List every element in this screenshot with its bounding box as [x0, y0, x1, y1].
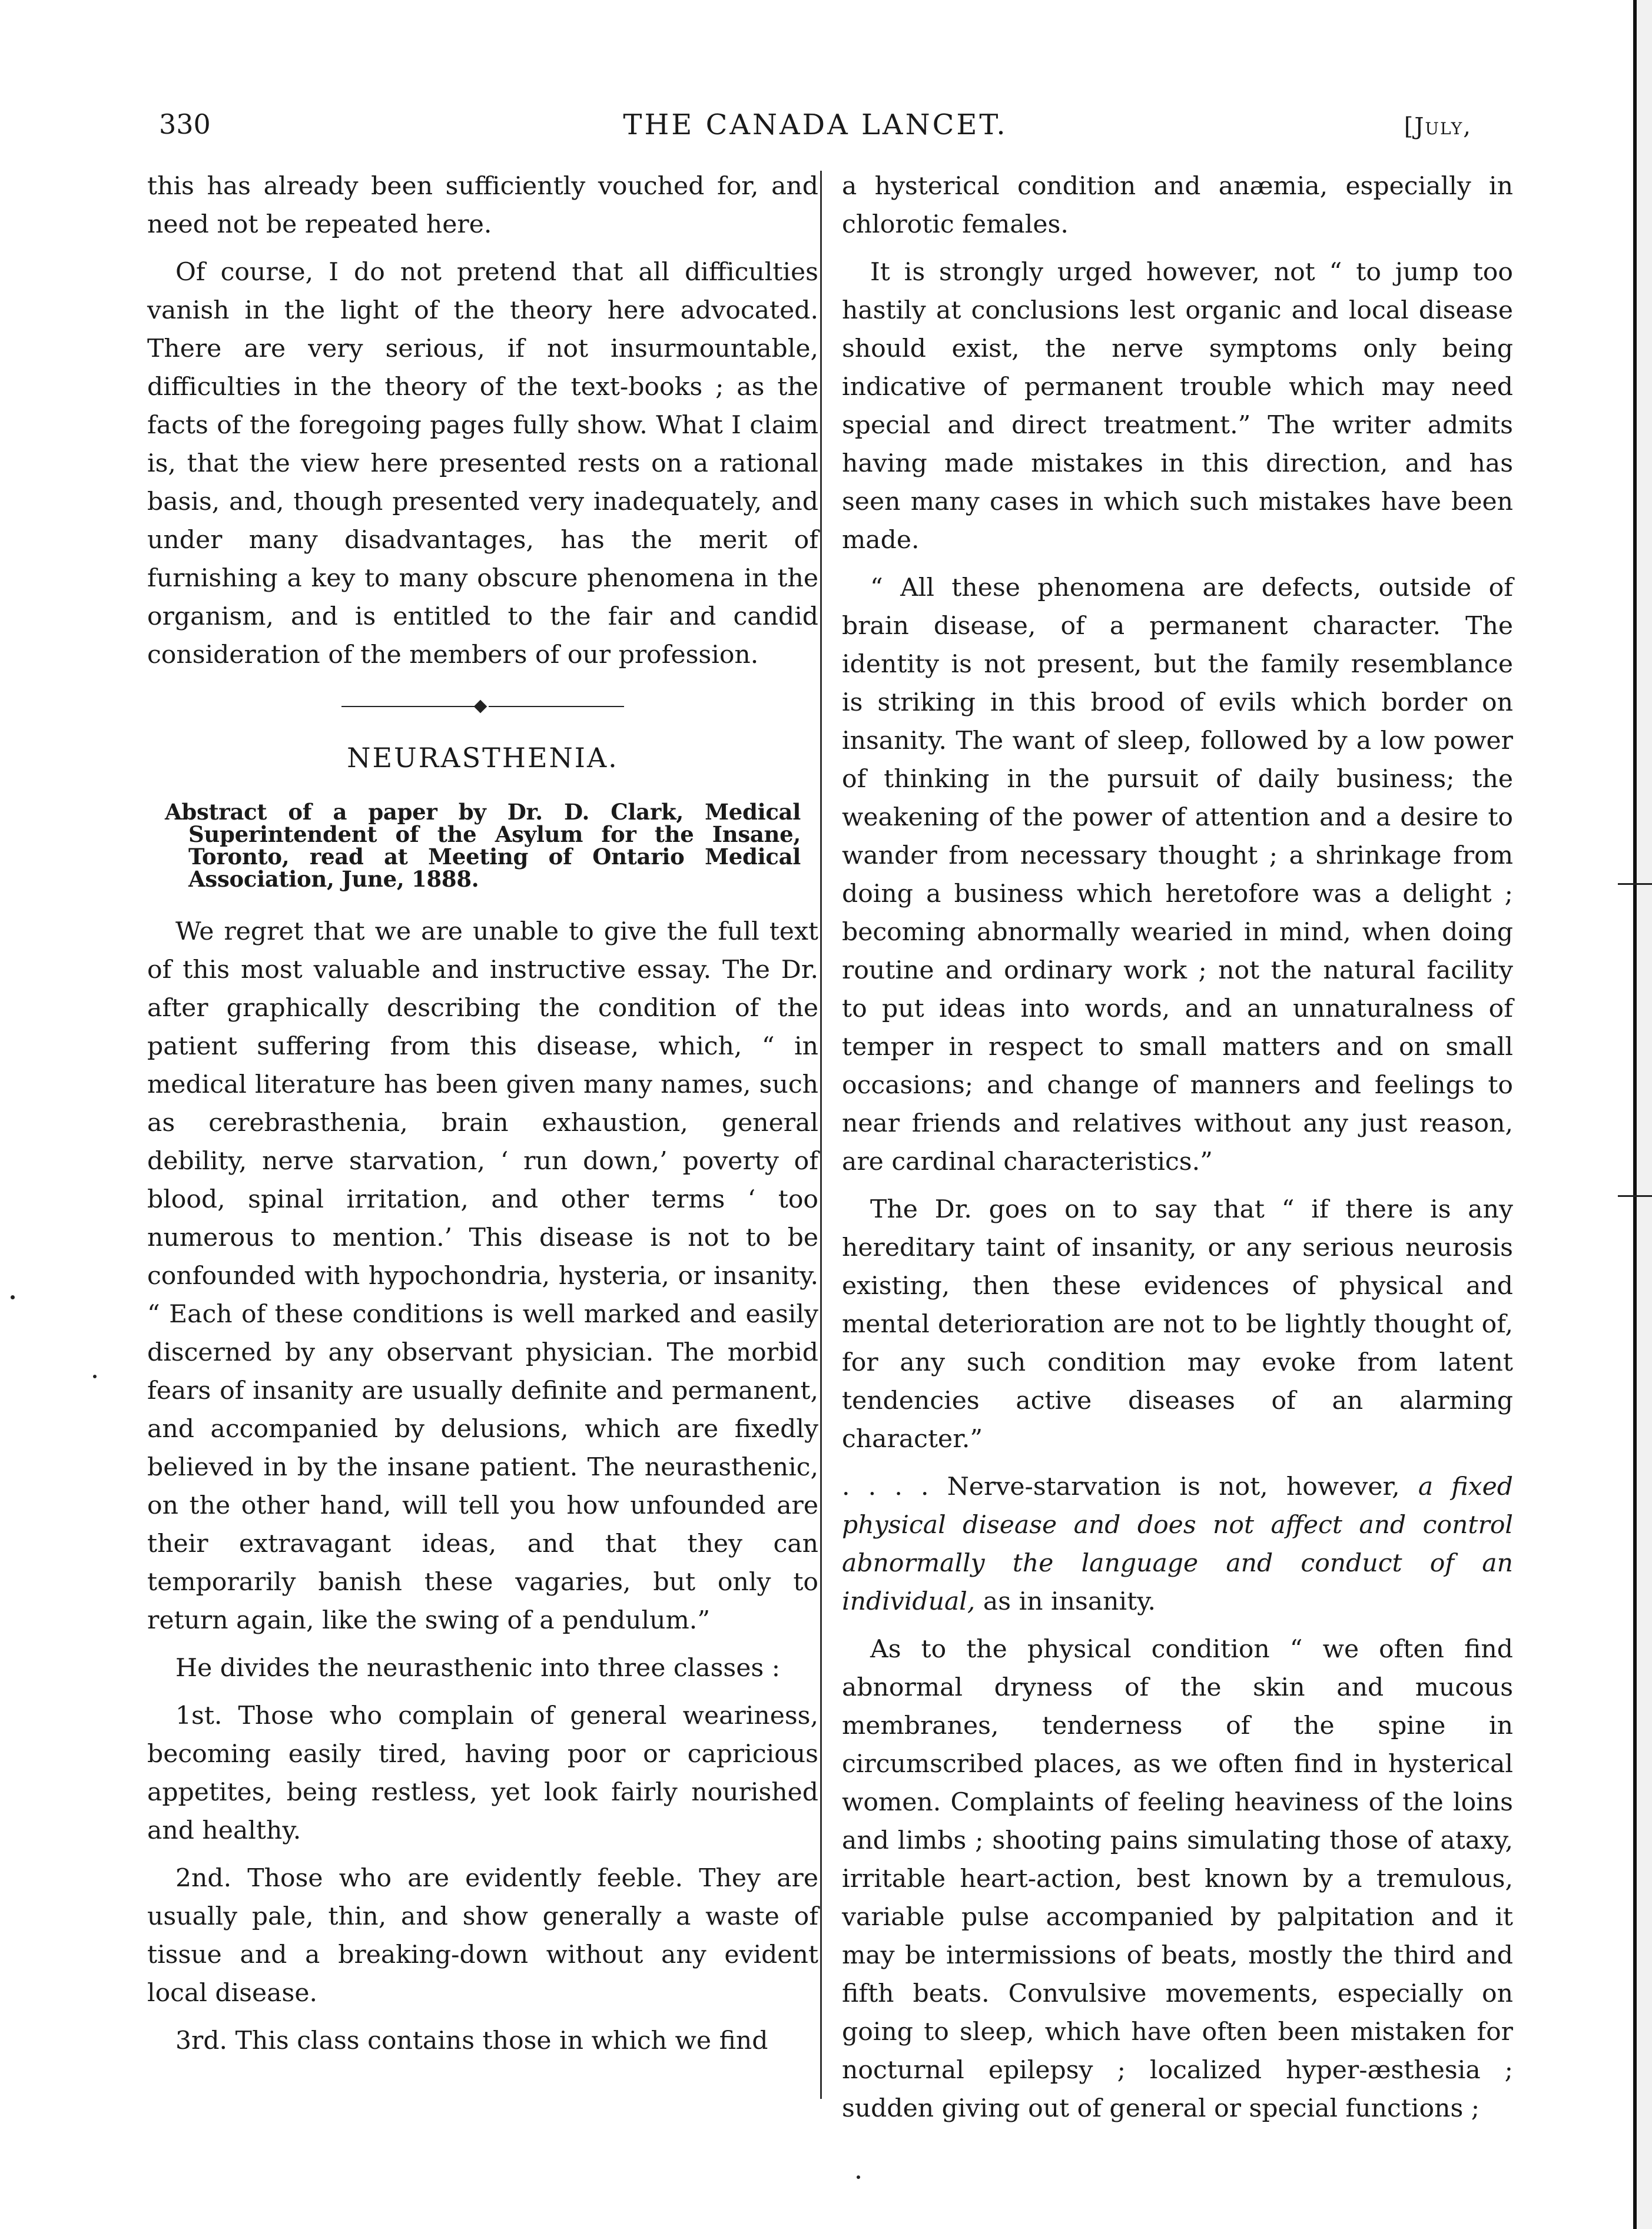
page-header: [159, 108, 1472, 155]
edge-mark: [1618, 1195, 1652, 1197]
paragraph-tail: as in insanity.: [983, 1587, 1156, 1616]
paragraph-lead: . . . . Nerve-starvation is not, however,: [842, 1472, 1400, 1501]
edge-mark: [1618, 883, 1652, 885]
paragraph: The Dr. goes on to say that “ if there is any hereditary taint of insanity, or any serious neurosis existing, then these evidences of physical and mental deterioration are not to be lightly thought of, for any such condition may evoke from latent tendencies active diseases of an alarming character.”: [842, 1195, 1513, 1454]
journal-title: THE CANADA LANCET.: [623, 108, 1008, 141]
paragraph: As to the physical condition “ we often find abnormal dryness of the skin and mucous membranes, tenderness of the spine in circumscribed places, as we often find in hysterical women. Complaints of feeling heaviness of the loins and limbs ; shooting pains simulating those of ataxy, irritable heart-action, best known by a tremulous, variable pulse accompanied by palpitation and it may be intermissions of beats, mostly the third and fifth beats. Convulsive movements, especially on going to sleep, which have often been mistaken for nocturnal epilepsy ; localized hyper-æsthesia ; sudden giving out of general or special functions ;: [842, 1635, 1513, 2123]
paragraph: 2nd. Those who are evidently feeble. They are usually pale, thin, and show generally a waste of tissue and a breaking-down without any evident local disease.: [147, 1864, 818, 2008]
print-speck: [857, 2175, 860, 2179]
paragraph: It is strongly urged however, not “ to jump too hastily at conclusions lest organic and local disease should exist, the nerve symptoms only being indicative of permanent trouble which may need special and direct treatment.” The writer admits having made mistakes in this direction, and has seen many cases in which such mistakes have been made.: [842, 258, 1513, 555]
print-speck: [11, 1295, 15, 1299]
right-column: [842, 167, 1513, 2137]
section-separator: [147, 695, 818, 719]
page-edge: [1633, 0, 1652, 2229]
left-column: [147, 167, 818, 2069]
paragraph: 1st. Those who complain of general weariness, becoming easily tired, having poor or capricious appetites, being restless, yet look fairly nourished and healthy.: [147, 1701, 818, 1845]
paragraph: this has already been sufficiently vouched for, and need not be repeated here.: [147, 172, 818, 239]
paragraph: He divides the neurasthenic into three classes :: [175, 1654, 781, 1683]
paragraph: [842, 1468, 1513, 1621]
page-number: 330: [159, 108, 211, 140]
italic-phrase: a fixed physical disease and does not affect and control abnormally the language and conduct of an individual,: [842, 1472, 1514, 1616]
column-rule: [820, 171, 822, 2099]
separator-line: [341, 706, 477, 707]
print-speck: [93, 1375, 97, 1378]
paragraph: We regret that we are unable to give the full text of this most valuable and instructive essay. The Dr. after graphically describing the condition of the patient suffering from this disease, which, “ in medical literature has been given many names, such as cerebrasthenia, brain exhaustion, general debility, nerve starvation, ‘ run down,’ poverty of blood, spinal irritation, and other terms ‘ too numerous to mention.’ This disease is not to be confounded with hypochondria, hysteria, or insanity. “ Each of these conditions is well marked and easily discerned by any observant physician. The morbid fears of insanity are usually definite and permanent, and accompanied by delusions, which are fixedly believed in by the insane patient. The neurasthenic, on the other hand, will tell you how unfounded are their extravagant ideas, and that they can temporarily banish these vagaries, but only to return again, like the swing of a pendulum.”: [147, 917, 818, 1635]
section-heading: NEURASTHENIA.: [347, 742, 619, 774]
paragraph: 3rd. This class contains those in which we find: [175, 2026, 768, 2055]
paragraph: a hysterical condition and anæmia, especially in chlorotic females.: [842, 172, 1513, 239]
paragraph: “ All these phenomena are defects, outside of brain disease, of a permanent character. The identity is not present, but the family resemblance is striking in this brood of evils which border on insanity. The want of sleep, followed by a low power of thinking in the pursuit of daily business; the weakening of the power of attention and a desire to wander from necessary thought ; a shrinkage from doing a business which heretofore was a delight ; becoming abnormally wearied in mind, when doing routine and ordinary work ; not the natural facility to put ideas into words, and an unnaturalness of temper in respect to small matters and on small occasions; and change of manners and feelings to near friends and relatives without any just reason, are cardinal characteristics.”: [842, 573, 1513, 1176]
running-month: [July,: [1404, 113, 1472, 140]
separator-line: [489, 706, 624, 707]
separator-ornament: [474, 700, 487, 714]
abstract-note: Abstract of a paper by Dr. D. Clark, Medical Superintendent of the Asylum for the Insane, Toronto, read at Meeting of Ontario Medical Association, June, 1888.: [165, 799, 801, 892]
paragraph: Of course, I do not pretend that all difficulties vanish in the light of the theory here advocated. There are very serious, if not insurmountable, difficulties in the theory of the text-books ; as the facts of the foregoing pages fully show. What I claim is, that the view here presented rests on a rational basis, and, though presented very inadequately, and under many disadvantages, has the merit of furnishing a key to many obscure phenomena in the organism, and is entitled to the fair and candid consideration of the members of our profession.: [147, 258, 818, 669]
